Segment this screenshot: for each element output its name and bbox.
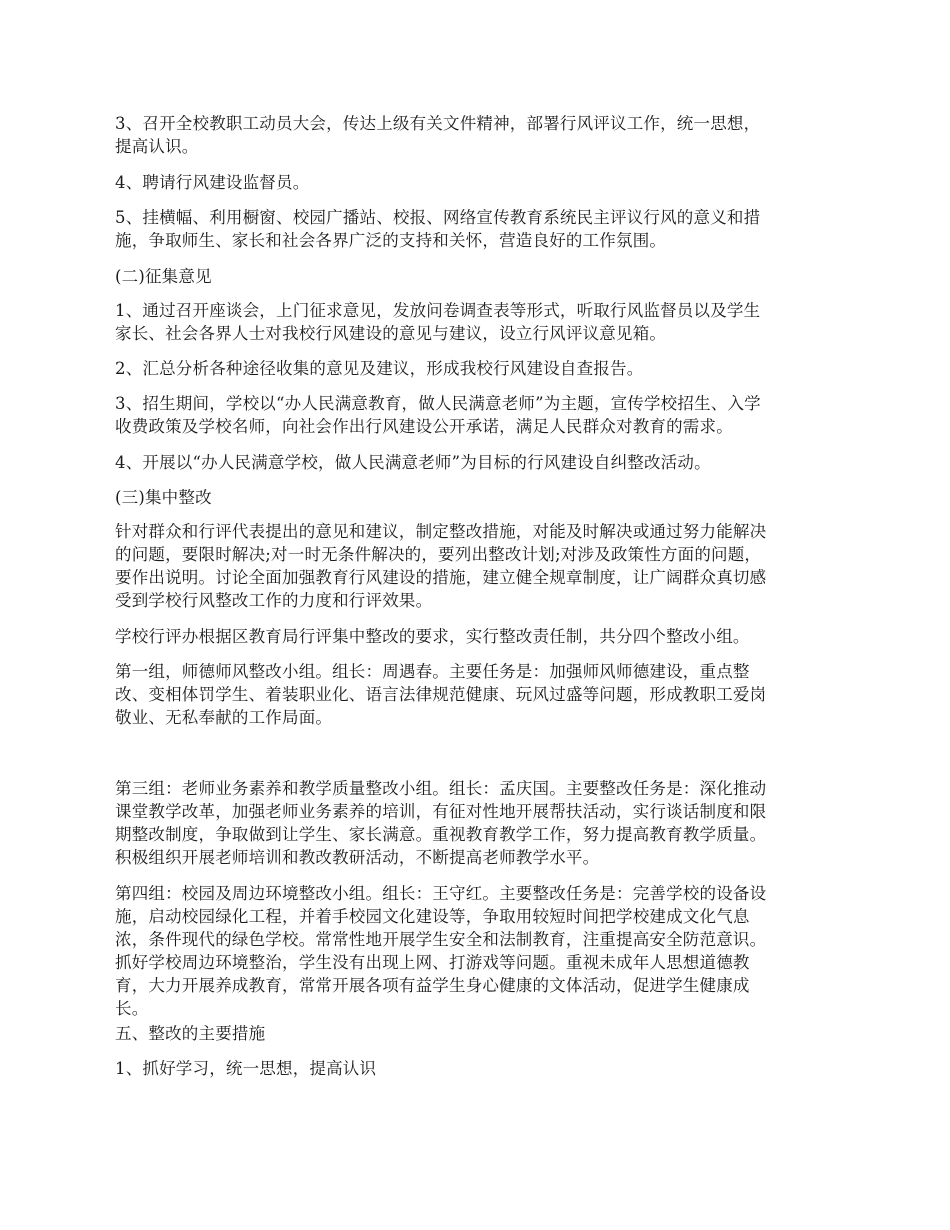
paragraph-supervisors: 4、聘请行风建设监督员。 — [115, 173, 310, 192]
paragraph-self-report: 2、汇总分析各种途径收集的意见及建议，形成我校行风建设自查报告。 — [115, 359, 644, 378]
paragraph-forums: 1、通过召开座谈会，上门征求意见，发放问卷调查表等形式，听取行风监督员以及学生 家长、社会各界人士对我校行风建设的意见与建议，设立行风评议意见箱。 — [115, 301, 761, 343]
paragraph-group-four: 第四组：校园及周边环境整改小组。组长：王守红。主要整改任务是：完善学校的设备设 施，启动校园绿化工程，并着手校园文化建设等，争取用较短时间把学校建成文化气息 浓，条件现代的绿色学校。常常性地开展学生安全和法制教育，注重提高安全防范意识。 抓好学校周边环境整治，学生没有出现上网、打游戏等问题。重视未成年人思想道德教 育，大力开展养成教育，常常开展各项有益学生身心健康的文体活动，促进学生健康成 长。 — [115, 884, 767, 1018]
section-heading-collect-opinions: (二)征集意见 — [115, 267, 212, 286]
paragraph-enrollment: 3、招生期间，学校以“办人民满意教育，做人民满意老师”为主题，宣传学校招生、入学 收费政策及学校名师，向社会作出行风建设公开承诺，满足人民群众对教育的需求。 — [115, 394, 761, 436]
paragraph-responsibility-system: 学校行评办根据区教育局行评集中整改的要求，实行整改责任制，共分四个整改小组。 — [115, 627, 750, 646]
paragraph-mobilization-meeting: 3、召开全校教职工动员大会，传达上级有关文件精神，部署行风评议工作，统一思想， 提高认识。 — [115, 114, 761, 156]
paragraph-rectification-measures: 针对群众和行评代表提出的意见和建议，制定整改措施，对能及时解决或通过努力能解决 的问题，要限时解决;对一时无条件解决的，要列出整改计划;对涉及政策性方面的问题， 要作出说明。讨论全面加强教育行风建设的措施，建立健全规章制度，让广阔群众真切感 受到学校行风整改工作的力度和行评效果。 — [115, 522, 767, 610]
paragraph-publicity: 5、挂横幅、利用橱窗、校园广播站、校报、网络宣传教育系统民主评议行风的意义和措 施，争取师生、家长和社会各界广泛的支持和关怀，营造良好的工作氛围。 — [115, 208, 761, 250]
paragraph-group-three: 第三组：老师业务素养和教学质量整改小组。组长：孟庆国。主要整改任务是：深化推动 课堂教学改革，加强老师业务素养的培训，有征对性地开展帮扶活动，实行谈话制度和限 期整改制度，争取做到让学生、家长满意。重视教育教学工作，努力提高教育教学质量。 积极组织开展老师培训和教改教研活动，不断提高老师教学水平。 — [115, 779, 767, 867]
paragraph-study: 1、抓好学习，统一思想，提高认识 — [115, 1059, 377, 1078]
section-heading-main-measures: 五、整改的主要措施 — [115, 1024, 266, 1043]
section-heading-centralized-rectification: (三)集中整改 — [115, 488, 212, 507]
paragraph-group-one: 第一组，师德师风整改小组。组长：周遇春。主要任务是：加强师风师德建设，重点整 改、变相体罚学生、着装职业化、语言法律规范健康、玩风过盛等问题，形成教职工爱岗 敬业、无私奉献的工作局面。 — [115, 662, 767, 727]
paragraph-self-correction: 4、开展以“办人民满意学校，做人民满意老师”为目标的行风建设自纠整改活动。 — [115, 453, 711, 472]
